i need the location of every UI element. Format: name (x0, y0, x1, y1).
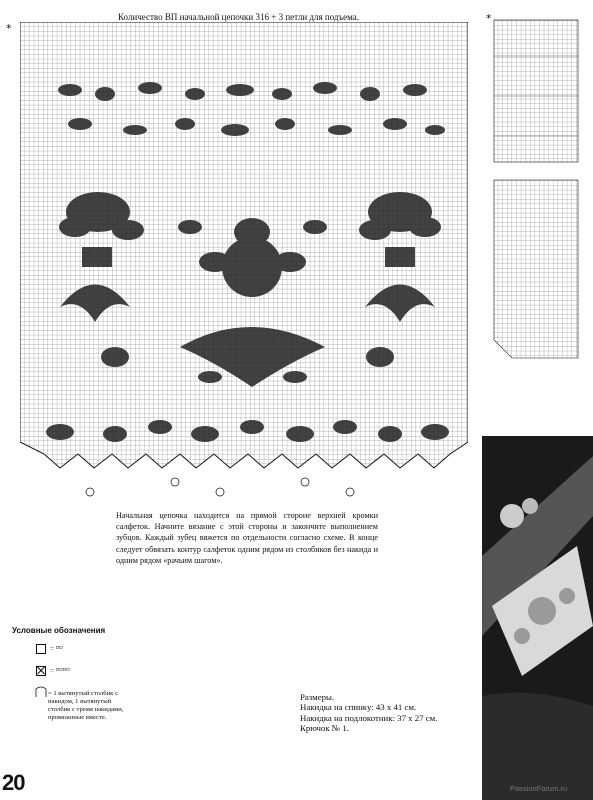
start-asterisk-main: * (6, 22, 12, 35)
side-chart-lower (484, 176, 582, 364)
legend-open-meaning: = ⸋⸋ (50, 644, 63, 653)
legend-row-open (36, 644, 63, 654)
filet-crochet-main-chart (20, 22, 468, 500)
legend-cluster-note: = 1 вытянутый столбик с накидом, 1 вытянутый столбик с тремя накидами, провязанные вместе. (48, 690, 124, 721)
page-number: 20 (2, 770, 25, 795)
legend-filled-meaning: = ⸋⸋⸋⸋ (50, 666, 70, 675)
sizes-title: Размеры. (300, 692, 335, 702)
site-watermark: PassionForum.ru (510, 784, 568, 793)
legend-row-filled (36, 666, 70, 676)
sizes-block (300, 692, 437, 734)
legend-title: Условные обозначения (12, 626, 106, 635)
tooth-markers (86, 478, 354, 496)
filled-square-icon (36, 666, 46, 676)
product-photo (482, 436, 593, 800)
size-armrest: Накидка на подлокотник: 37 х 27 см. (300, 712, 438, 723)
cluster-stitch-icon (34, 686, 48, 698)
size-back: Накидка на спинку: 43 х 41 см. (300, 702, 417, 713)
instructions-text: Начальная цепочка находится на прямой стороне верхней кромки салфеток. Начните вязание с этой стороны и закончите выполнением зубцов. Каждый зубец вяжется по отдельности согласно схеме. В конце следует обвязать контур салфеток одним рядом из столбиков без накида и одним рядом «рачьим шагом». (116, 511, 378, 565)
start-asterisk-side: * (486, 12, 492, 25)
chain-count-note: Количество ВП начальной цепочки 316 + 3 петли для подъема. (118, 12, 360, 22)
hook-size: Крючок № 1. (300, 723, 349, 734)
open-square-icon (36, 644, 46, 654)
side-chart-upper (484, 16, 582, 166)
